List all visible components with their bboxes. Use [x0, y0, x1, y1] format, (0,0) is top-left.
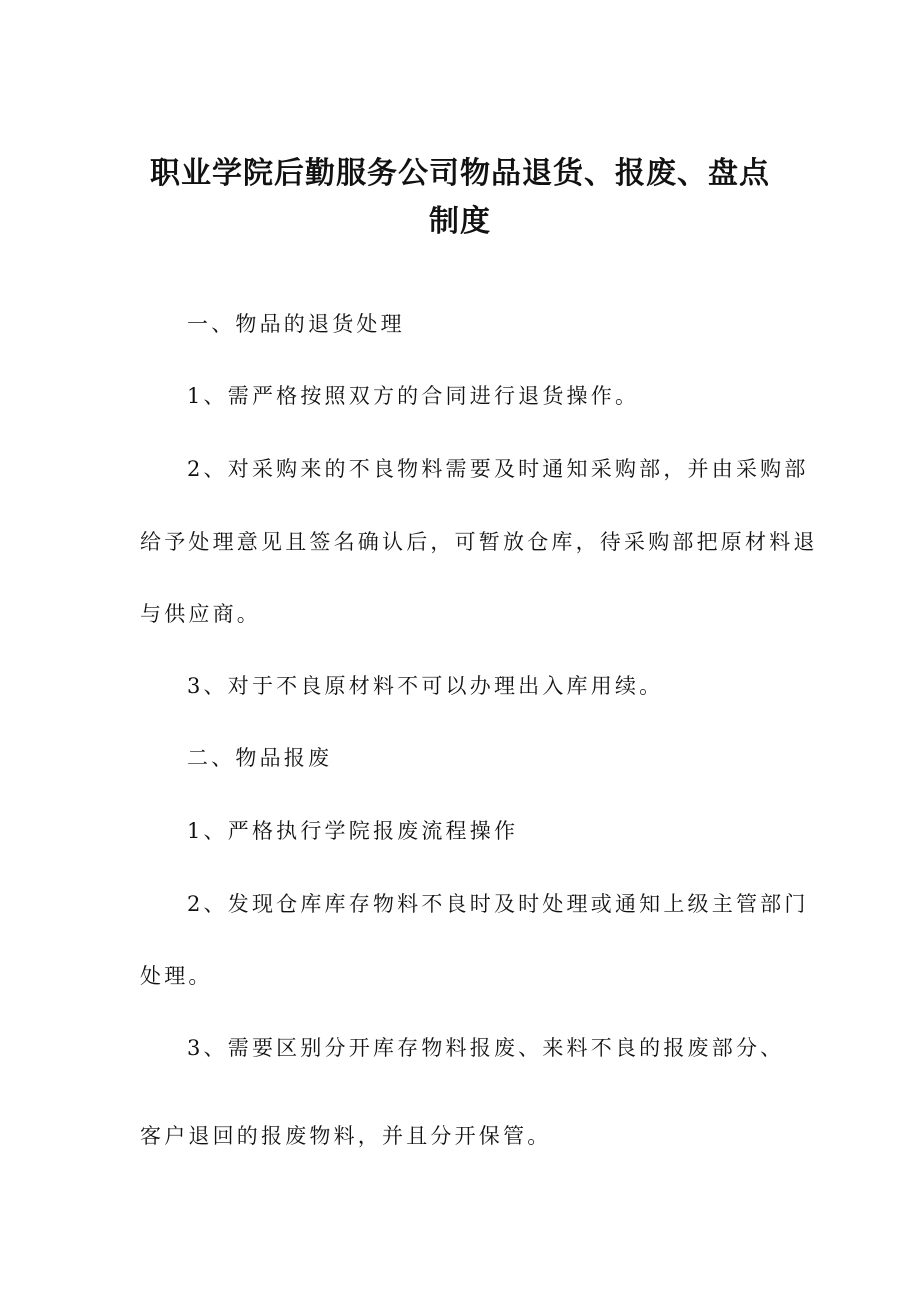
paragraph-returns-2-line-2: 给予处理意见且签名确认后，可暂放仓库，待采购部把原材料退: [140, 530, 818, 554]
section-heading-returns: 一、物品的退货处理: [187, 312, 405, 336]
paragraph-scrap-1: 1、严格执行学院报废流程操作: [187, 819, 519, 843]
paragraph-scrap-2-line-2: 处理。: [140, 964, 213, 988]
paragraph-returns-3: 3、对于不良原材料不可以办理出入库用续。: [187, 674, 664, 698]
paragraph-returns-2-line-3: 与供应商。: [140, 602, 261, 626]
section-heading-scrap: 二、物品报废: [187, 746, 333, 770]
document-title-line-1: 职业学院后勤服务公司物品退货、报废、盘点: [150, 156, 770, 191]
paragraph-scrap-3-line-2: 客户退回的报废物料，并且分开保管。: [140, 1124, 552, 1148]
paragraph-scrap-3-line-1: 3、需要区别分开库存物料报废、来料不良的报废部分、: [187, 1036, 785, 1060]
paragraph-returns-2-line-1: 2、对采购来的不良物料需要及时通知采购部，并由采购部: [187, 457, 809, 481]
document-title-line-2: 制度: [429, 204, 491, 239]
paragraph-scrap-2-line-1: 2、发现仓库库存物料不良时及时处理或通知上级主管部门: [187, 892, 809, 916]
paragraph-returns-1: 1、需严格按照双方的合同进行退货操作。: [187, 384, 640, 408]
